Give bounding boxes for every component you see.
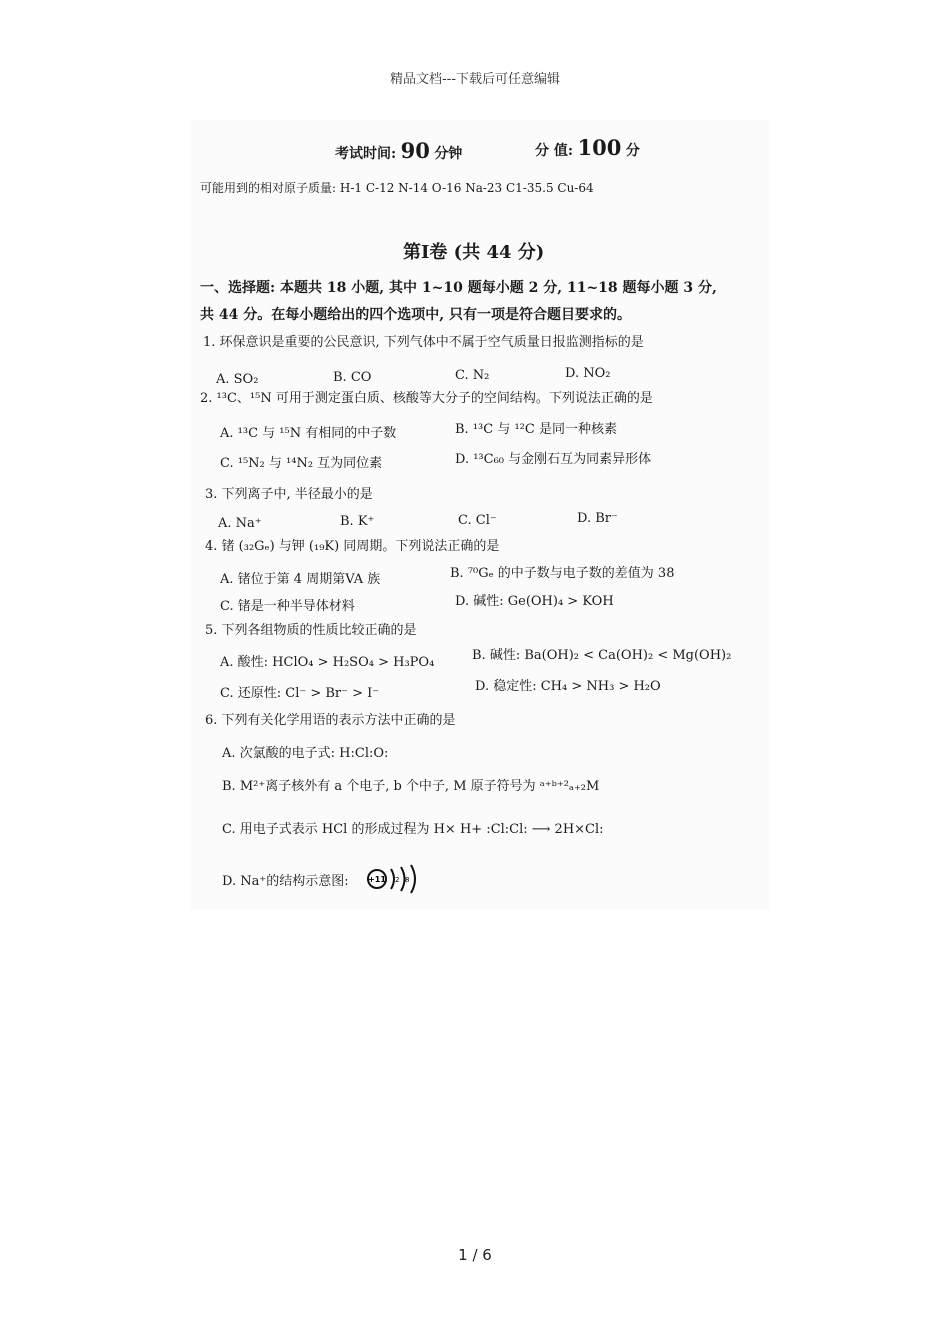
question-2-stem: 2. ¹³C、¹⁵N 可用于测定蛋白质、核酸等大分子的空间结构。下列说法正确的是 [200,391,653,406]
q1-option-b: B. CO [333,370,372,385]
score-label: 分 值: [535,143,574,159]
question-1-stem: 1. 环保意识是重要的公民意识, 下列气体中不属于空气质量日报监测指标的是 [203,335,644,350]
svg-text:2: 2 [395,876,400,884]
question-5-stem: 5. 下列各组物质的性质比较正确的是 [205,623,417,638]
q2-option-a: A. ¹³C 与 ¹⁵N 有相同的中子数 [220,426,397,441]
q6-option-c: C. 用电子式表示 HCl 的形成过程为 H× H+ :Cl:Cl: ⟶ 2H×Cl: [222,822,604,837]
q4-option-b: B. ⁷⁰Gₑ 的中子数与电子数的差值为 38 [450,566,675,581]
q4-option-d: D. 碱性: Ge(OH)₄ > KOH [455,594,614,609]
q5-option-a: A. 酸性: HClO₄ > H₂SO₄ > H₃PO₄ [220,655,435,670]
q2-option-b: B. ¹³C 与 ¹²C 是同一种核素 [455,422,617,437]
q3-option-b: B. K⁺ [340,514,375,529]
exam-score [535,135,640,160]
q5-option-d: D. 稳定性: CH₄ > NH₃ > H₂O [475,679,661,694]
q6-option-d: D. Na⁺的结构示意图: [222,874,349,889]
q3-option-d: D. Br⁻ [577,511,618,526]
q1-option-d: D. NO₂ [565,366,611,381]
q1-option-a: A. SO₂ [216,372,259,387]
svg-text:8: 8 [405,876,410,884]
q4-option-a: A. 锗位于第 4 周期第VA 族 [220,572,381,587]
q2-option-d: D. ¹³C₆₀ 与金刚石互为同素异形体 [455,452,652,467]
q6-option-b: B. M²⁺离子核外有 a 个电子, b 个中子, M 原子符号为 ᵃ⁺ᵇ⁺²ₐ₊₂M [222,779,600,794]
q4-option-c: C. 锗是一种半导体材料 [220,599,355,614]
time-label: 考试时间: [335,146,397,162]
na-ion-structure-diagram [365,863,425,895]
page-number: 1 / 6 [458,1246,492,1264]
q3-option-a: A. Na⁺ [218,516,262,531]
q3-option-c: C. Cl⁻ [458,513,497,528]
score-value: 100 [577,135,622,160]
page-header-watermark: 精品文档---下载后可任意编辑 [389,72,561,87]
q5-option-c: C. 还原性: Cl⁻ > Br⁻ > I⁻ [220,686,380,701]
question-6-stem: 6. 下列有关化学用语的表示方法中正确的是 [205,713,456,728]
section-title: 第I卷 (共 44 分) [403,242,545,263]
q1-option-c: C. N₂ [455,368,490,383]
atomic-masses: 可能用到的相对原子质量: H-1 C-12 N-14 O-16 Na-23 C1-35.5 Cu-64 [200,181,594,195]
time-unit: 分钟 [434,146,463,162]
question-3-stem: 3. 下列离子中, 半径最小的是 [205,487,373,502]
score-unit: 分 [625,143,640,159]
time-value: 90 [400,138,430,163]
q2-option-c: C. ¹⁵N₂ 与 ¹⁴N₂ 互为同位素 [220,456,383,471]
q5-option-b: B. 碱性: Ba(OH)₂ < Ca(OH)₂ < Mg(OH)₂ [472,648,732,663]
q6-option-a: A. 次氯酸的电子式: H:Cl:O: [222,746,389,761]
section-intro-1: 一、选择题: 本题共 18 小题, 其中 1~10 题每小题 2 分, 11~18 题每小题 3 分, [200,280,717,296]
svg-text:+11: +11 [368,875,386,884]
section-intro-2: 共 44 分。在每小题给出的四个选项中, 只有一项是符合题目要求的。 [200,307,631,323]
question-4-stem: 4. 锗 (₃₂Gₑ) 与钾 (₁₉K) 同周期。下列说法正确的是 [205,539,500,554]
exam-time [335,138,463,163]
